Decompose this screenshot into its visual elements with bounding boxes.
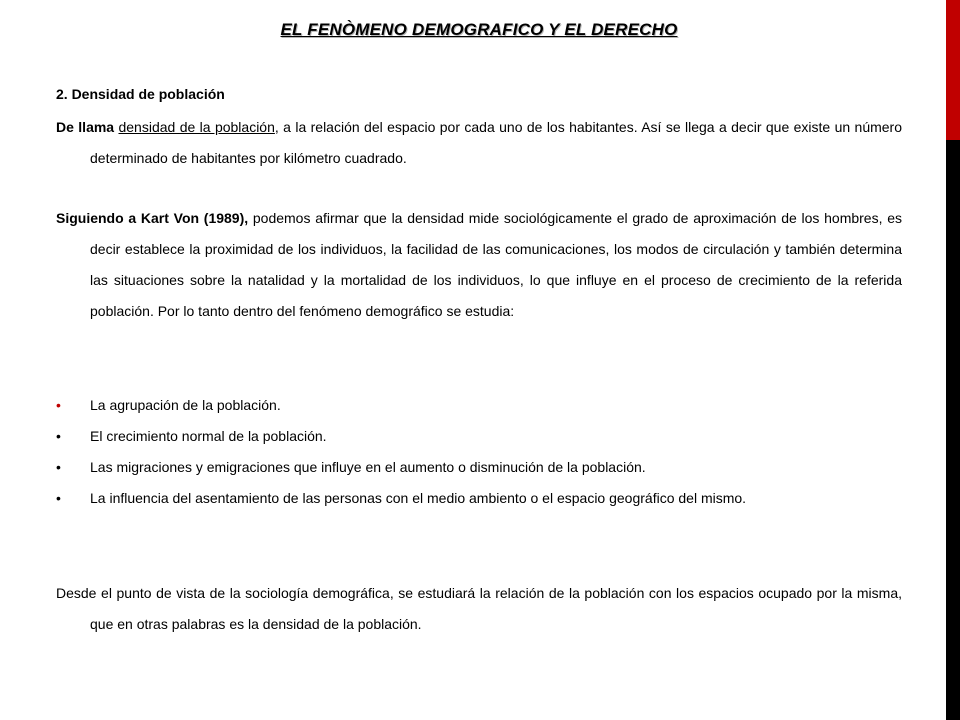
accent-bar-red bbox=[946, 0, 960, 140]
paragraph-definition bbox=[56, 112, 902, 174]
bullet-text: El crecimiento normal de la población. bbox=[90, 428, 327, 444]
citation-lead: Siguiendo a Kart Von (1989), bbox=[56, 210, 249, 226]
list-item bbox=[56, 483, 902, 514]
bullet-text: La influencia del asentamiento de las personas con el medio ambiento o el espacio geográfico del mismo. bbox=[90, 490, 747, 506]
paragraph-conclusion: Desde el punto de vista de la sociología demográfica, se estudiará la relación de la población con los espacios ocupado por la misma, que en otras palabras es la densidad de la población. bbox=[56, 585, 902, 632]
slide-content bbox=[56, 0, 902, 720]
bullet-icon: • bbox=[56, 428, 61, 444]
bullet-list bbox=[56, 390, 902, 514]
list-item bbox=[56, 452, 902, 483]
citation-text: podemos afirmar que la densidad mide sociológicamente el grado de aproximación de los hombres, es decir establece la proximidad de los individuos, la facilidad de las comunicaciones, los modos de circulación y también determina las situaciones sobre la natalidad y la mortalidad de los individuos, lo que influye en el proceso de crecimiento de la referida población. Por lo tanto dentro del fenómeno demográfico se estudia: bbox=[90, 210, 902, 319]
definition-text: , a la relación del espacio por cada uno de los habitantes. Así se llega a decir que existe un número determinado de habitantes por kilómetro cuadrado. bbox=[90, 119, 903, 166]
list-item bbox=[56, 390, 902, 421]
bullet-text: La agrupación de la población. bbox=[90, 397, 281, 413]
bullet-icon: • bbox=[56, 459, 61, 475]
paragraph-citation bbox=[56, 203, 902, 327]
bullet-icon: • bbox=[56, 397, 61, 413]
accent-bar-black bbox=[946, 140, 960, 720]
definition-term: densidad de la población bbox=[118, 119, 275, 135]
section-heading: 2. Densidad de población bbox=[56, 86, 225, 102]
bullet-text: Las migraciones y emigraciones que influye en el aumento o disminución de la población. bbox=[90, 459, 646, 475]
slide-title: EL FENÒMENO DEMOGRAFICO Y EL DERECHO bbox=[280, 20, 678, 39]
definition-lead: De llama bbox=[56, 119, 115, 135]
bullet-icon: • bbox=[56, 490, 61, 506]
list-item bbox=[56, 421, 902, 452]
